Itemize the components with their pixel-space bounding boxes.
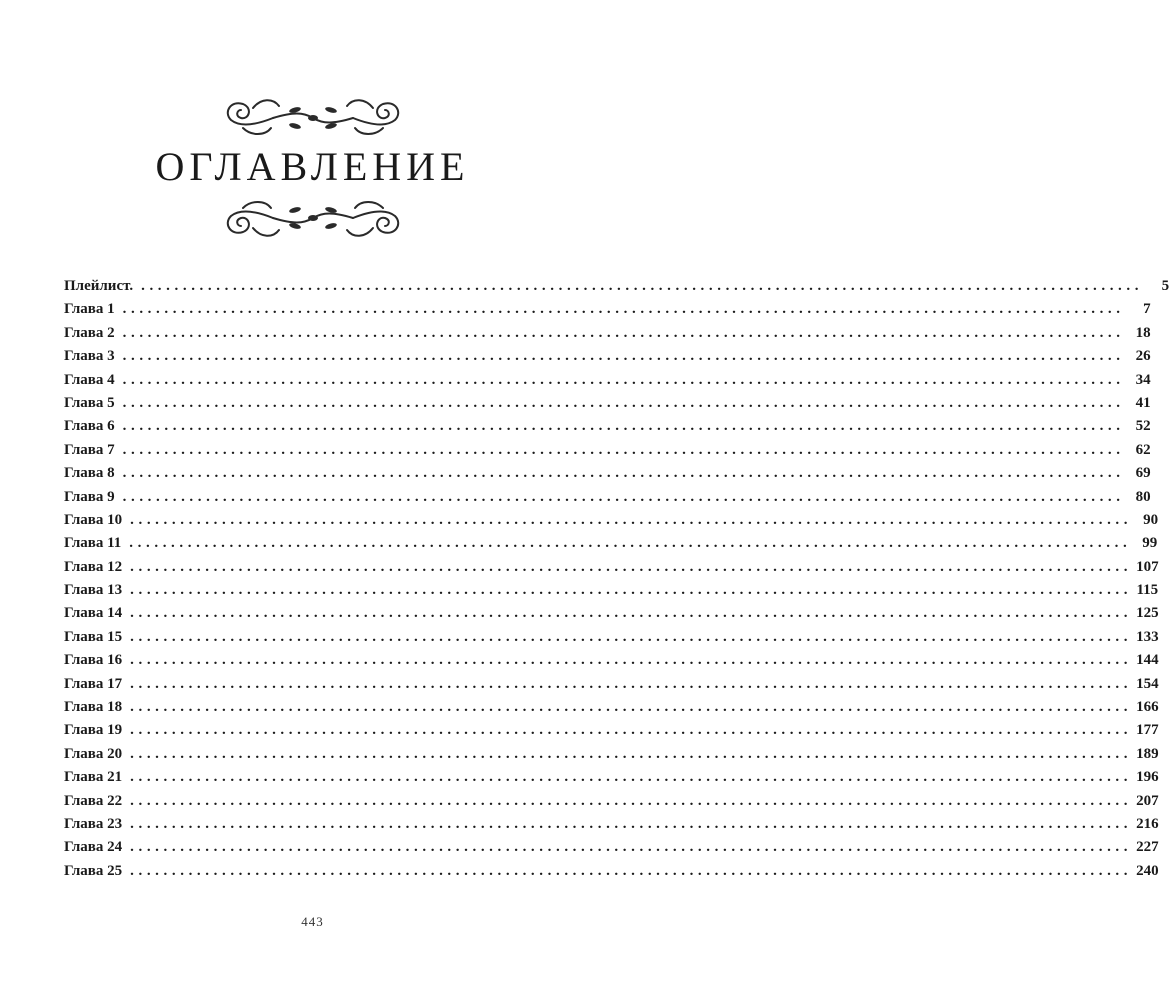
toc-entry-page: 189 xyxy=(1136,745,1159,762)
toc-entry[interactable] xyxy=(64,556,1159,579)
toc-entry-label: Глава 15 xyxy=(64,628,123,645)
toc-entry-label: Глава 10 xyxy=(64,511,123,528)
toc-entry[interactable] xyxy=(64,415,1151,438)
page-title: ОГЛАВЛЕНИЕ xyxy=(155,144,470,189)
toc-entry-page: 5 xyxy=(1161,278,1169,294)
toc-entry[interactable] xyxy=(64,369,1151,392)
toc-entry-label: Глава 22 xyxy=(64,792,123,809)
toc-entry-page: 166 xyxy=(1136,699,1159,716)
toc-entry-label: Глава 3 xyxy=(64,348,115,365)
toc-entry[interactable] xyxy=(64,813,1159,836)
toc-entry-page: 80 xyxy=(1135,488,1151,505)
dot-leader: ........................................................................................................................ xyxy=(130,769,1133,786)
toc-entry-label: Глава 14 xyxy=(64,605,123,622)
toc-entry-label: Глава 8 xyxy=(64,465,115,482)
toc-entry[interactable] xyxy=(64,486,1151,509)
toc-entry-page: 107 xyxy=(1136,558,1159,575)
toc-entry-label: Глава 13 xyxy=(64,582,123,599)
toc-entry[interactable] xyxy=(64,836,1159,859)
toc-entry-label: Глава 9 xyxy=(64,488,115,505)
dot-leader: ........................................................................................................................ xyxy=(129,535,1132,552)
toc-entry[interactable] xyxy=(64,673,1159,696)
toc-entry-page: 26 xyxy=(1135,348,1151,365)
toc-entry[interactable] xyxy=(64,766,1159,789)
scroll-flourish-icon xyxy=(213,90,413,146)
table-of-contents xyxy=(64,275,1169,883)
dot-leader: ........................................................................................................................ xyxy=(122,465,1125,482)
toc-entry-page: 90 xyxy=(1143,511,1159,528)
toc-entry-page: 34 xyxy=(1135,371,1151,388)
toc-entry-page: 227 xyxy=(1136,839,1159,856)
toc-entry[interactable] xyxy=(64,509,1159,532)
dot-leader: ........................................................................................................................ xyxy=(130,839,1133,856)
toc-entry[interactable] xyxy=(64,322,1151,345)
dot-leader: ........................................................................................................................ xyxy=(130,511,1133,528)
page-number: 443 xyxy=(301,914,324,929)
toc-entry[interactable] xyxy=(64,462,1151,485)
toc-entry-page: 99 xyxy=(1142,535,1158,552)
dot-leader: ........................................................................................................................ xyxy=(141,278,1144,294)
dot-leader: ........................................................................................................................ xyxy=(122,324,1125,341)
dot-leader: ........................................................................................................................ xyxy=(130,722,1133,739)
toc-entry-label: Глава 23 xyxy=(64,815,123,832)
dot-leader: ........................................................................................................................ xyxy=(130,699,1133,716)
toc-entry-label: Глава 25 xyxy=(64,862,123,879)
toc-entry-page: 154 xyxy=(1136,675,1159,692)
toc-entry[interactable] xyxy=(64,860,1159,883)
toc-entry[interactable] xyxy=(64,602,1159,625)
dot-leader: ........................................................................................................................ xyxy=(130,792,1133,809)
toc-entry-label: Глава 6 xyxy=(64,418,115,435)
toc-entry[interactable] xyxy=(64,626,1159,649)
toc-entry[interactable] xyxy=(64,743,1159,766)
toc-entry-page: 216 xyxy=(1136,815,1159,832)
toc-entry-label: Глава 19 xyxy=(64,722,123,739)
dot-leader: ........................................................................................................................ xyxy=(122,371,1125,388)
dot-leader: ........................................................................................................................ xyxy=(130,862,1133,879)
toc-entry-page: 115 xyxy=(1136,582,1159,599)
toc-entry-label: Глава 12 xyxy=(64,558,123,575)
dot-leader: ........................................................................................................................ xyxy=(130,675,1133,692)
toc-entry-label: Глава 2 xyxy=(64,324,115,341)
toc-entry-label: Глава 17 xyxy=(64,675,123,692)
toc-entry[interactable] xyxy=(64,649,1159,672)
scroll-flourish-icon xyxy=(213,190,413,246)
toc-entry-label: Глава 18 xyxy=(64,699,123,716)
dot-leader: ........................................................................................................................ xyxy=(130,652,1133,669)
toc-entry-page: 125 xyxy=(1136,605,1159,622)
toc-entry-page: 7 xyxy=(1143,301,1151,318)
toc-entry-page: 62 xyxy=(1135,441,1151,458)
toc-entry[interactable] xyxy=(64,790,1159,813)
toc-entry[interactable] xyxy=(64,696,1159,719)
toc-entry-label: Глава 20 xyxy=(64,745,123,762)
toc-entry-label: Глава 11 xyxy=(64,535,122,552)
toc-entry[interactable] xyxy=(64,532,1158,555)
toc-entry-label: Плейлист. xyxy=(64,278,134,294)
toc-entry-page: 41 xyxy=(1135,394,1151,411)
dot-leader: ........................................................................................................................ xyxy=(130,815,1133,832)
toc-entry-label: Глава 4 xyxy=(64,371,115,388)
toc-entry-page: 207 xyxy=(1136,792,1159,809)
dot-leader: ........................................................................................................................ xyxy=(130,582,1133,599)
dot-leader: ........................................................................................................................ xyxy=(122,301,1125,318)
dot-leader: ........................................................................................................................ xyxy=(122,348,1125,365)
dot-leader: ........................................................................................................................ xyxy=(122,394,1125,411)
dot-leader: ........................................................................................................................ xyxy=(130,605,1133,622)
toc-entry-label: Глава 5 xyxy=(64,394,115,411)
toc-entry-label: Глава 24 xyxy=(64,839,123,856)
toc-entry-page: 18 xyxy=(1135,324,1151,341)
toc-entry-page: 52 xyxy=(1135,418,1151,435)
toc-entry-label: Глава 16 xyxy=(64,652,123,669)
toc-entry-page: 240 xyxy=(1136,862,1159,879)
dot-leader: ........................................................................................................................ xyxy=(130,745,1133,762)
toc-entry-label: Глава 21 xyxy=(64,769,123,786)
toc-entry[interactable] xyxy=(64,719,1159,742)
toc-entry[interactable] xyxy=(64,392,1151,415)
toc-entry-page: 177 xyxy=(1136,722,1159,739)
toc-entry-page: 133 xyxy=(1136,628,1159,645)
toc-entry-page: 196 xyxy=(1136,769,1159,786)
toc-entry[interactable] xyxy=(64,345,1151,368)
dot-leader: ........................................................................................................................ xyxy=(130,558,1133,575)
toc-entry-page: 69 xyxy=(1135,465,1151,482)
dot-leader: ........................................................................................................................ xyxy=(122,418,1125,435)
toc-entry[interactable] xyxy=(64,439,1151,462)
toc-entry[interactable] xyxy=(64,579,1159,602)
toc-entry-label: Глава 7 xyxy=(64,441,115,458)
toc-entry-label: Глава 1 xyxy=(64,301,115,318)
toc-entry[interactable] xyxy=(64,298,1151,321)
toc-entry-page: 144 xyxy=(1136,652,1159,669)
dot-leader: ........................................................................................................................ xyxy=(122,488,1125,505)
toc-entry[interactable] xyxy=(64,275,1169,298)
dot-leader: ........................................................................................................................ xyxy=(130,628,1133,645)
dot-leader: ........................................................................................................................ xyxy=(122,441,1125,458)
